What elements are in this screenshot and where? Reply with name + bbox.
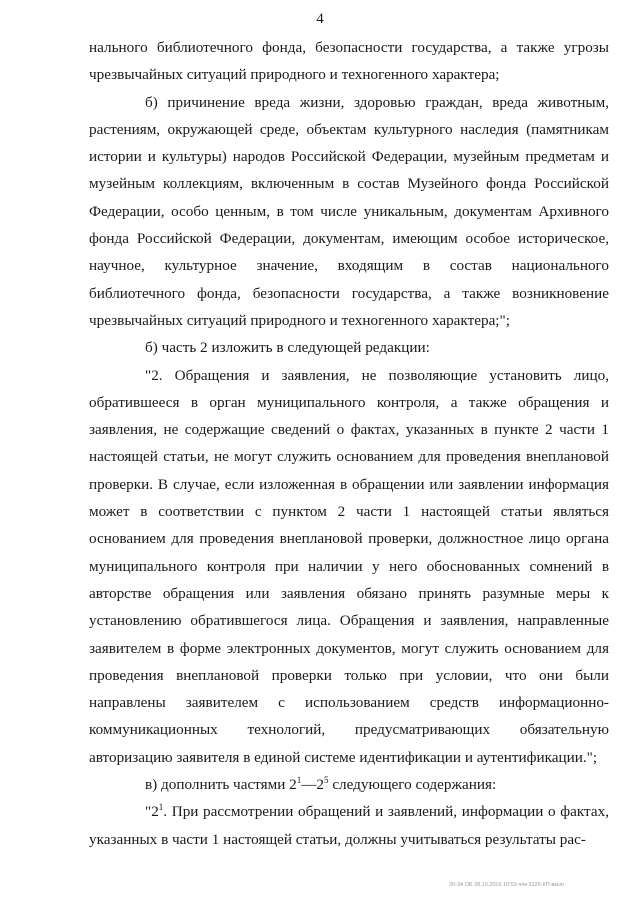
paragraph-part-2-text: "2. Обращения и заявления, не позволяющие установить лицо, обратившееся в орган муниципального контроля, а также обращения и заявления, не содержащие сведений о фактах, указанных в пункте 2 части 1 настоящей статьи, не могут служить основанием для проведения внеплановой проверки. В случае, если изложенная в обращении или заявлении информация может в соответствии с пунктом 2 части 1 настоящей статьи являться основанием для проведения внеплановой проверки, должностное лицо органа муниципального контроля при наличии у него обоснованных сомнений в авторстве обращения или заявления обязано принять разумные меры к установлению обратившегося лица. Обращения и заявления, направленные заявителем в форме электронных документов, могут служить основанием для проведения внеплановой проверки только при условии, что они были направлены заявителем с использованием средств информационно-коммуникационных технологий, предусматривающих обязательную авторизацию заявителя в единой системе идентификации и аутентификации."; bbox=[89, 366, 609, 766]
paragraph-continuation: нального библиотечного фонда, безопасности государства, а также угрозы чрезвычайных ситуаций природного и техногенного характера; bbox=[89, 39, 609, 84]
paragraph-item-b-harm: б) причинение вреда жизни, здоровью граждан, вреда животным, растениям, окружающей среде, объектам культурного наследия (памятникам истории и культуры) народов Российской Федерации, музейным предметам и музейным коллекциям, включенным в состав Музейного фонда Российской Федерации, особо ценным, в том числе уникальным, документам Архивного фонда Российской Федерации, документам, имеющим особое историческое, научное, культурное значение, входящим в состав национального библиотечного фонда, безопасности государства, а также возникновение чрезвычайных ситуаций природного и техногенного характера;"; bbox=[89, 93, 609, 329]
document-footer-code: 20-34 ОБ 28.10.2016 10:53 п/м-3126-КП-вкып bbox=[449, 882, 564, 888]
paragraph-part-2-1-text: "$2^1$. При рассмотрении обращений и заявлений, информации о фактах, указанных в части 1 настоящей статьи, должны учитываться результаты рас- bbox=[89, 802, 609, 848]
document-body bbox=[89, 34, 609, 853]
paragraph-amend-part-2: б) часть 2 изложить в следующей редакции: bbox=[145, 339, 430, 357]
paragraph-add-parts: в) дополнить частями $2^1—2^5$ следующего содержания: bbox=[145, 775, 497, 794]
page-number: 4 bbox=[316, 11, 324, 27]
